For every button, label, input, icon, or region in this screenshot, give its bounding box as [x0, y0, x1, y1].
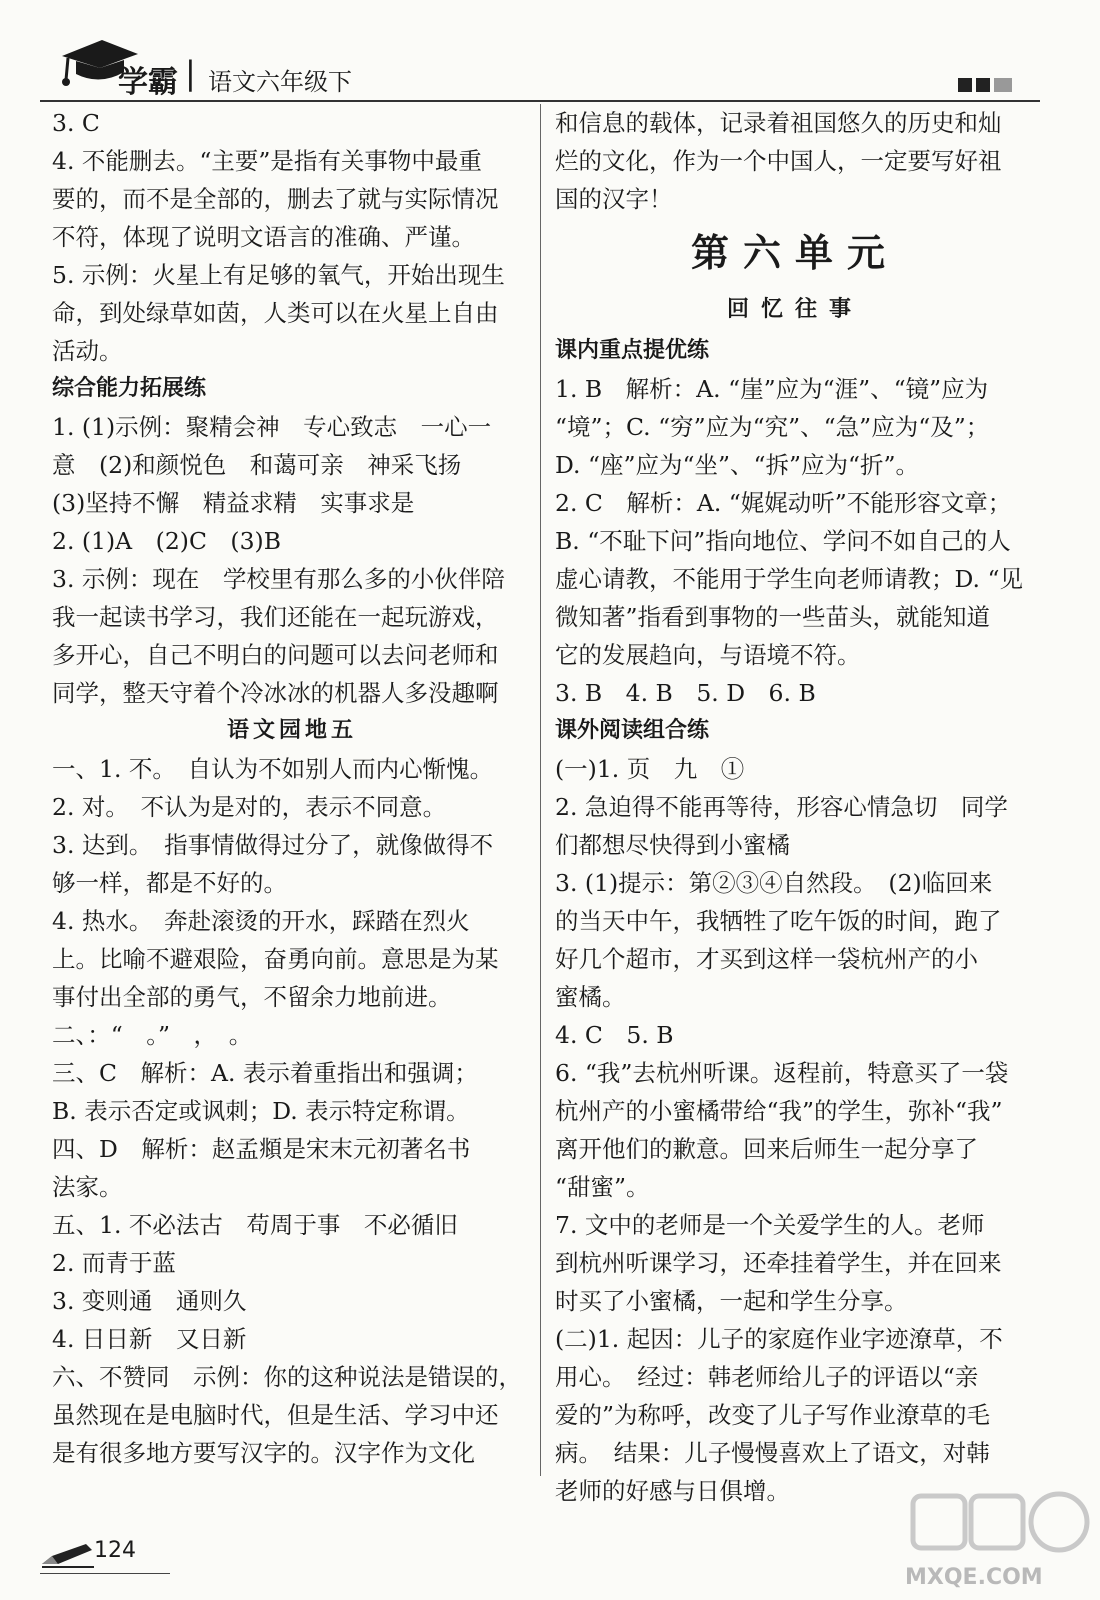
column-divider	[540, 104, 541, 1476]
text-line: 3. 达到。 指事情做得过分了，就像做得不	[52, 831, 494, 859]
text-line: 1. (1)示例：聚精会神 专心致志 一心一	[52, 413, 492, 441]
text-line: 五、1. 不必法古 苟周于事 不必循旧	[52, 1211, 458, 1239]
text-line: “甜蜜”。	[555, 1173, 650, 1201]
text-line: 4. 日日新 又日新	[52, 1325, 247, 1353]
section-title: 语文园地五	[226, 718, 357, 743]
text-line: 3. C	[52, 109, 100, 137]
text-line: 够一样，都是不好的。	[52, 869, 287, 897]
text-line: 3. 变则通 通则久	[52, 1287, 247, 1315]
subject-title: 语文六年级下	[208, 68, 352, 96]
text-line: 4. 不能删去。“主要”是指有关事物中最重	[52, 147, 482, 175]
brand-logo: 学霸	[118, 65, 178, 100]
footer-rule	[40, 1573, 170, 1574]
text-line: 3. (1)提示：第②③④自然段。 (2)临回来	[555, 869, 993, 897]
text-line: 它的发展趋向，与语境不符。	[555, 641, 861, 669]
text-line: 好几个超市，才买到这样一袋杭州产的小	[555, 945, 978, 973]
text-line: 杭州产的小蜜橘带给“我”的学生，弥补“我”	[555, 1097, 1003, 1125]
text-line: 烂的文化，作为一个中国人，一定要写好祖	[555, 147, 1002, 175]
text-line: 4. 热水。 奔赴滚烫的开水，踩踏在烈火	[52, 907, 470, 935]
text-line: 二、：“ 。” ， 。	[52, 1021, 253, 1049]
text-line: 六、不赞同 示例：你的这种说法是错误的，	[52, 1363, 522, 1391]
text-line: 国的汉字！	[555, 185, 673, 213]
section-heading: 课内重点提优练	[555, 338, 710, 363]
right-column	[555, 104, 1035, 1510]
text-line: 用心。 经过：韩老师给儿子的评语以“亲	[555, 1363, 979, 1391]
watermark-text: MXQE.COM	[905, 1565, 1043, 1590]
text-line: 和信息的载体，记录着祖国悠久的历史和灿	[555, 109, 1002, 137]
text-line: 活动。	[52, 337, 123, 365]
text-line: 要的，而不是全部的，删去了就与实际情况	[52, 185, 499, 213]
text-line: 2. 急迫得不能再等待，形容心情急切 同学	[555, 793, 1008, 821]
left-column	[52, 104, 532, 1472]
text-line: (3)坚持不懈 精益求精 实事求是	[52, 489, 415, 517]
text-line: (一)1. 页 九 ①	[555, 755, 745, 783]
text-line: 2. C 解析：A. “娓娓动听”不能形容文章；	[555, 489, 1012, 517]
text-line: 病。 结果：儿子慢慢喜欢上了语文，对韩	[555, 1439, 990, 1467]
text-line: 法家。	[52, 1173, 123, 1201]
text-line: 到杭州听课学习，还牵挂着学生，并在回来	[555, 1249, 1002, 1277]
text-line: B. 表示否定或讽刺；D. 表示特定称谓。	[52, 1097, 470, 1125]
lesson-title: 回忆往事	[726, 297, 863, 322]
text-line: 2. 而青于蓝	[52, 1249, 176, 1277]
text-line: 上。比喻不避艰险，奋勇向前。意思是为某	[52, 945, 499, 973]
text-line: 微知著”指看到事物的一些苗头，就能知道	[555, 603, 991, 631]
text-line: B. “不耻下问”指向地位、学问不如自己的人	[555, 527, 1011, 555]
text-line: 四、D 解析：赵孟頫是宋末元初著名书	[52, 1135, 471, 1163]
text-line: 三、C 解析：A. 表示着重指出和强调；	[52, 1059, 478, 1087]
text-line: 3. B 4. B 5. D 6. B	[555, 679, 816, 707]
text-line: 爱的”为称呼，改变了儿子写作业潦草的毛	[555, 1401, 991, 1429]
header-rule	[40, 100, 1040, 102]
text-line: D. “座”应为“坐”、“拆”应为“折”。	[555, 451, 920, 479]
text-line: 我一起读书学习，我们还能在一起玩游戏，	[52, 603, 499, 631]
page-number: 124	[94, 1538, 136, 1563]
text-line: 2. (1)A (2)C (3)B	[52, 527, 281, 555]
text-line: 命，到处绿草如茵，人类可以在火星上自由	[52, 299, 499, 327]
text-line: 7. 文中的老师是一个关爱学生的人。老师	[555, 1211, 985, 1239]
text-line: 意 (2)和颜悦色 和蔼可亲 神采飞扬	[52, 451, 462, 479]
unit-title: 第六单元	[690, 231, 899, 275]
text-line: 3. 示例：现在 学校里有那么多的小伙伴陪	[52, 565, 505, 593]
text-line: 蜜橘。	[555, 983, 626, 1011]
text-line: 虚心请教，不能用于学生向老师请教；D. “见	[555, 565, 1023, 593]
text-line: (二)1. 起因：儿子的家庭作业字迹潦草，不	[555, 1325, 1003, 1353]
pencil-icon	[38, 1542, 98, 1570]
text-line: 同学，整天守着个冷冰冰的机器人多没趣啊	[52, 679, 499, 707]
text-line: 们都想尽快得到小蜜橘	[555, 831, 790, 859]
text-line: 离开他们的歉意。回来后师生一起分享了	[555, 1135, 978, 1163]
text-line: “境”；C. “穷”应为“究”、“急”应为“及”；	[555, 413, 990, 441]
header-separator: |	[185, 54, 196, 92]
text-line: 的当天中午，我牺牲了吃午饭的时间，跑了	[555, 907, 1002, 935]
section-heading: 课外阅读组合练	[555, 718, 710, 743]
text-line: 1. B 解析：A. “崖”应为“涯”、“镜”应为	[555, 375, 989, 403]
text-line: 多开心，自己不明白的问题可以去问老师和	[52, 641, 499, 669]
header-marks	[958, 78, 1012, 92]
text-line: 一、1. 不。 自认为不如别人而内心惭愧。	[52, 755, 494, 783]
text-line: 事付出全部的勇气，不留余力地前进。	[52, 983, 452, 1011]
text-line: 时买了小蜜橘，一起和学生分享。	[555, 1287, 908, 1315]
text-line: 4. C 5. B	[555, 1021, 674, 1049]
text-line: 不符，体现了说明文语言的准确、严谨。	[52, 223, 475, 251]
page-header	[40, 22, 1040, 100]
text-line: 6. “我”去杭州听课。返程前，特意买了一袋	[555, 1059, 1009, 1087]
text-line: 是有很多地方要写汉字的。汉字作为文化	[52, 1439, 475, 1467]
text-line: 2. 对。 不认为是对的，表示不同意。	[52, 793, 447, 821]
text-line: 5. 示例：火星上有足够的氧气，开始出现生	[52, 261, 505, 289]
text-line: 虽然现在是电脑时代，但是生活、学习中还	[52, 1401, 499, 1429]
section-heading: 综合能力拓展练	[52, 376, 207, 401]
text-line: 老师的好感与日俱增。	[555, 1477, 790, 1505]
